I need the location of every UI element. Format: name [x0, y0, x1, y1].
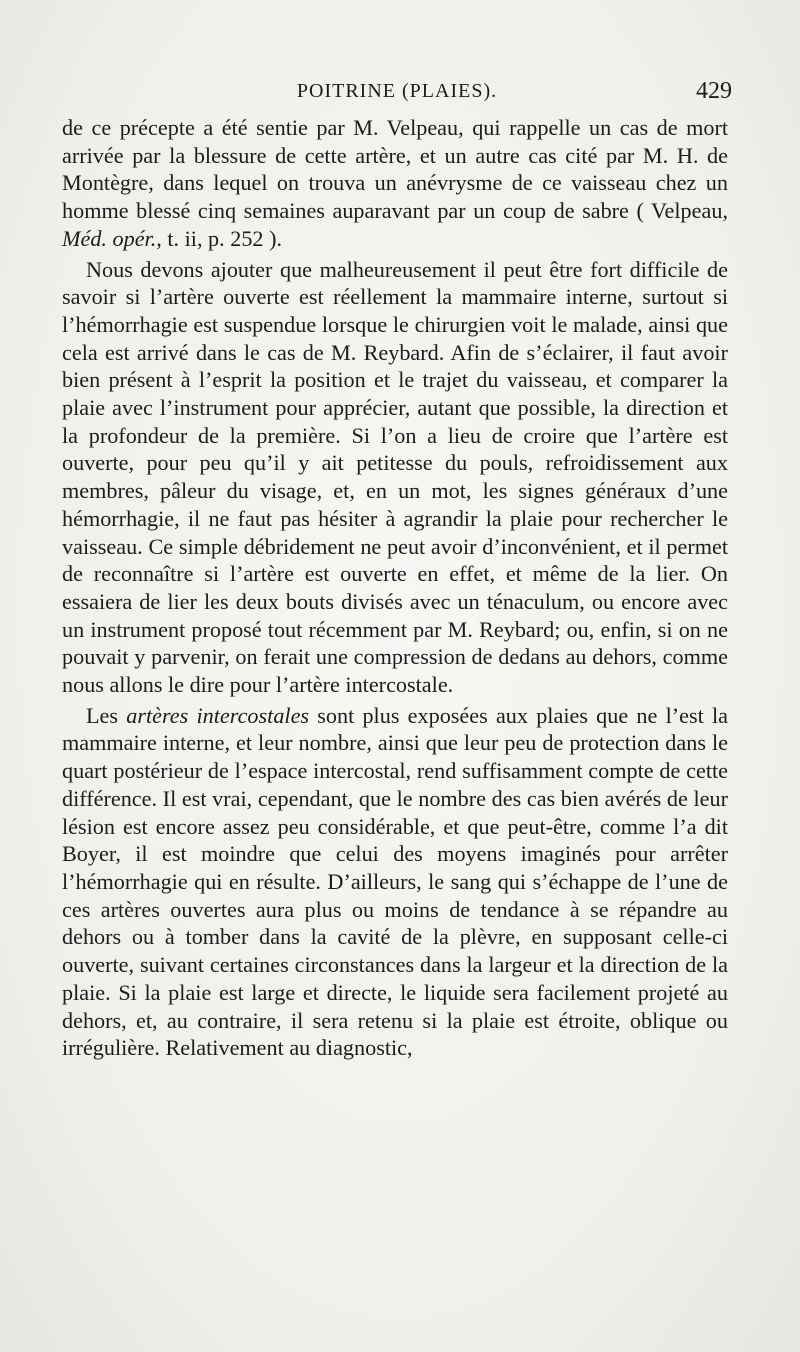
paragraph-1-text: de ce précepte a été sentie par M. Velpeau, qui rappelle un cas de mort arrivée par la blessure de cette artère, et un autre cas cité par M. H. de Montègre, dans lequel on trouva un anévrysme de ce vaisseau chez un homme blessé cinq semaines auparavant par un coup de sabre ( Velpeau,	[62, 115, 728, 224]
running-title: POITRINE (PLAIES).	[296, 80, 498, 102]
paragraph-3	[62, 702, 728, 1062]
term-intercostal-arteries: artères intercostales	[126, 702, 310, 728]
paragraph-3-lead: Les	[86, 702, 127, 728]
page-number: 429	[696, 78, 732, 104]
body-text	[62, 114, 728, 1062]
paragraph-3-text: sont plus exposées aux plaies que ne l’est la mammaire interne, et leur nombre, ainsi que leur peu de protection dans le quart postérieur de l’espace intercostal, rend suffisamment compte de cette différence. Il est vrai, cependant, que le nombre des cas bien avérés de leur lésion est encore assez peu considérable, et que peut-être, comme l’a dit Boyer, il est moindre que celui des moyens imaginés pour arrêter l’hémorrhagie qui en résulte. D’ailleurs, le sang qui s’échappe de l’une de ces artères ouvertes aura plus ou moins de tendance à se répandre au dehors ou à tomber dans la cavité de la plèvre, en supposant celle-ci ouverte, suivant certaines circonstances dans la largeur et la direction de la plaie. Si la plaie est large et directe, le liquide sera facilement projeté au dehors, et, au contraire, il sera retenu si la plaie est étroite, oblique ou irrégulière. Relativement au diagnostic,	[62, 702, 728, 1061]
paragraph-2	[62, 256, 728, 699]
citation-title: Méd. opér.	[62, 225, 157, 251]
page-header	[62, 80, 732, 114]
paragraph-1-end: , t. ii, p. 252 ).	[156, 225, 283, 251]
paragraph-2-text: Nous devons ajouter que malheureusement il peut être fort difficile de savoir si l’artère ouverte est réellement la mammaire interne, surtout si l’hémorrhagie est suspendue lorsque le chirurgien voit le malade, ainsi que cela est arrivé dans le cas de M. Reybard. Afin de s’éclairer, il faut avoir bien présent à l’esprit la position et le trajet du vaisseau, et comparer la plaie avec l’instrument pour apprécier, autant que possible, la direction et la profondeur de la première. Si l’on a lieu de croire que l’artère est ouverte, pour peu qu’il y ait petitesse du pouls, refroidissement aux membres, pâleur du visage, et, en un mot, les signes généraux d’une hémorrhagie, il ne faut pas hésiter à agrandir la plaie pour rechercher le vaisseau. Ce simple débridement ne peut avoir d’inconvénient, et il permet de reconnaître si l’artère est ouverte en effet, et même de la lier. On essaiera de lier les deux bouts divisés avec un ténaculum, ou encore avec un instrument proposé tout récemment par M. Reybard; ou, enfin, si on ne pouvait y parvenir, on ferait une compression de dedans au dehors, comme nous allons le dire pour l’artère intercostale.	[62, 256, 728, 698]
paragraph-1	[62, 114, 728, 253]
